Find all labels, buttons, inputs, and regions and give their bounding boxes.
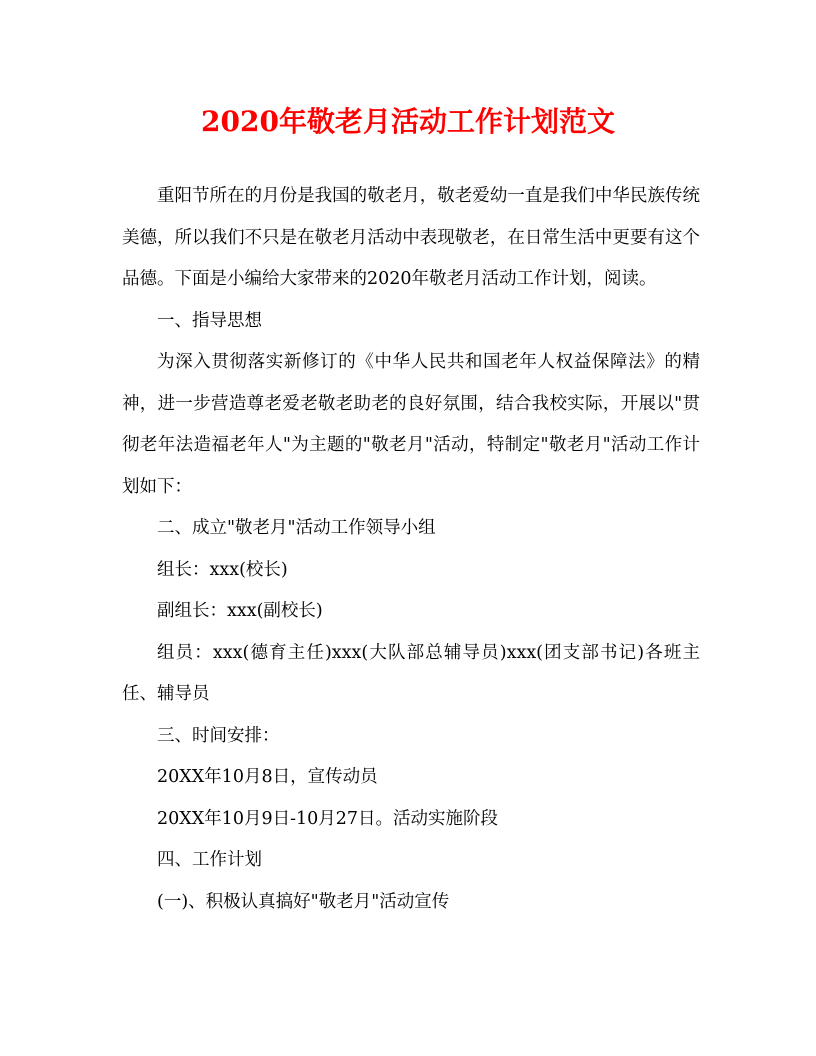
guiding-ideology-paragraph: 为深入贯彻落实新修订的《中华人民共和国老年人权益保障法》的精神，进一步营造尊老爱老敬老助老的良好氛围，结合我校实际，开展以"贯彻老年法造福老年人"为主题的"敬老月"活动，特制定"敬老月"活动工作计划如下： — [122, 352, 700, 497]
schedule-line-mobilization: 20XX年10月8日，宣传动员 — [157, 767, 378, 787]
section-heading-leadership-group: 二、成立"敬老月"活动工作领导小组 — [157, 518, 436, 538]
work-plan-item-1: (一)、积极认真搞好"敬老月"活动宣传 — [157, 891, 450, 912]
section-heading-guiding-ideology: 一、指导思想 — [157, 310, 262, 331]
document-title: 2020年敬老月活动工作计划范文 — [201, 105, 615, 138]
deputy-leader-line: 副组长：xxx(副校长) — [157, 601, 323, 621]
section-heading-work-plan: 四、工作计划 — [157, 850, 262, 870]
document-body — [122, 176, 700, 923]
group-members-line: 组员：xxx(德育主任)xxx(大队部总辅导员)xxx(团支部书记)各班主任、辅导员 — [122, 642, 700, 704]
schedule-line-implementation: 20XX年10月9日-10月27日。活动实施阶段 — [157, 808, 499, 829]
section-heading-schedule: 三、时间安排： — [157, 725, 280, 746]
group-leader-line: 组长：xxx(校长) — [157, 559, 288, 580]
intro-paragraph: 重阳节所在的月份是我国的敬老月，敬老爱幼一直是我们中华民族传统美德，所以我们不只是在敬老月活动中表现敬老，在日常生活中更要有这个品德。下面是小编给大家带来的2020年敬老月活动工作计划，阅读。 — [122, 186, 700, 289]
